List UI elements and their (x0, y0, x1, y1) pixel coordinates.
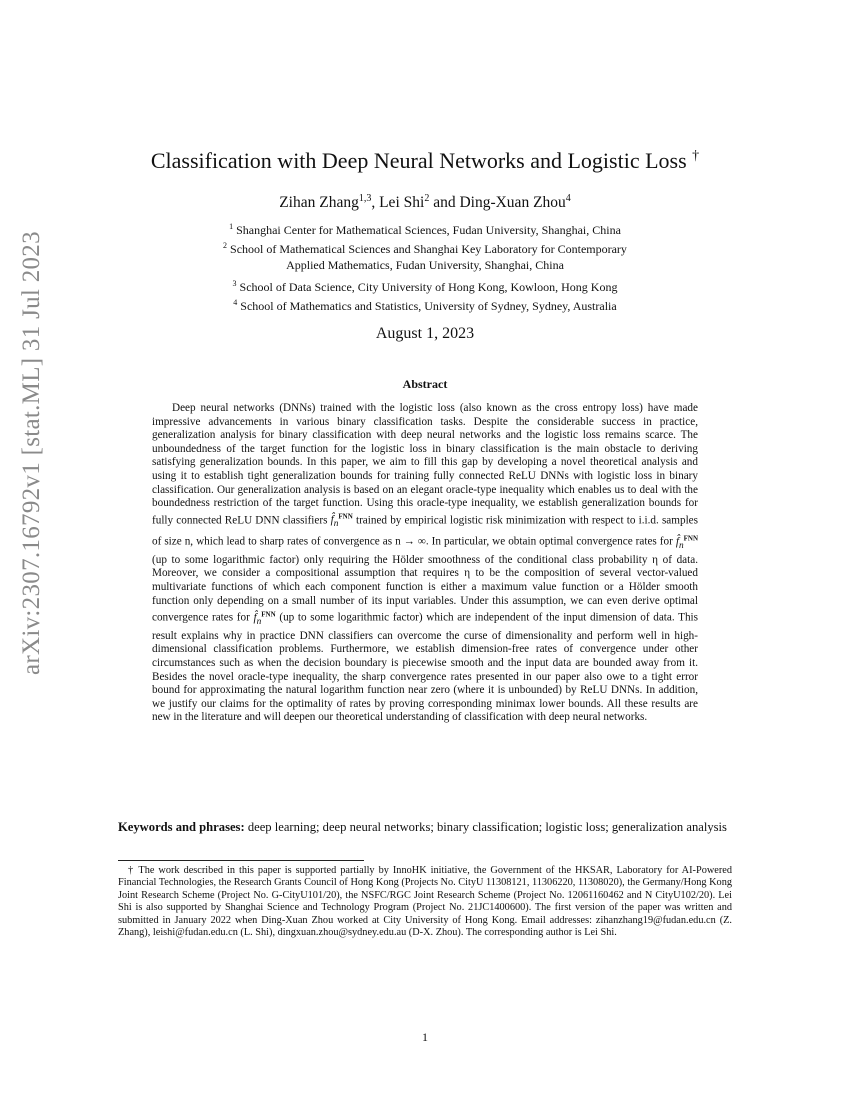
page-number: 1 (422, 1030, 428, 1044)
author-name: Zihan Zhang (279, 194, 359, 212)
affiliation-4 (0, 296, 850, 313)
author-name: Lei Shi (379, 194, 425, 212)
affiliation-3 (0, 277, 850, 294)
affiliation-number: 1 (229, 222, 234, 231)
keywords-label: Keywords and phrases: (118, 820, 245, 834)
author-affiliation-sup: 4 (565, 193, 571, 204)
abstract-body (152, 402, 698, 725)
affiliation-2-continued (0, 258, 850, 272)
abstract-text: Deep neural networks (DNNs) trained with the logistic loss (also known as the cross entropy loss) have made impressive advancements in various binary classification tasks. Despite the considerable success in practice, generalization analysis for binary classification with deep neural networks and the logistic loss remains scarce. The unboundedness of the target function for the logistic loss in binary classification is the main obstacle to deriving satisfying generalization bounds. In this paper, we aim to fill this gap by developing a novel theoretical analysis and using it to establish tight generalization bounds for training fully connected ReLU DNNs with logistic loss in binary classification. Our generalization analysis is based on an elegant oracle-type inequality which enables us to deal with the boundedness restriction of the target function. Using this oracle-type inequality, we establish generalization bounds for fully connected ReLU DNN classifiers (152, 402, 698, 527)
affiliation-text: Applied Mathematics, Fudan University, Shanghai, China (286, 258, 564, 272)
abstract-heading: Abstract (402, 377, 448, 391)
footnote (118, 865, 732, 939)
footnote-text: The work described in this paper is supported partially by InnoHK initiative, the Government of the HKSAR, Laboratory for AI-Powered Financial Technologies, the Research Grants Council of Hong Kong (Projects No. CityU 11308121, 11306220, 11308020), the Germany/Hong Kong Joint Research Scheme (Project No. G-CityU101/20), the NSFC/RGC Joint Research Scheme (Project No. 12061160462 and N CityU102/20). Lei Shi is also supported by Shanghai Science and Technology Program (Project No. 21JC1400600). The first version of the paper was written and submitted in January 2022 when Ding-Xuan Zhou worked at City University of Hong Kong. Email addresses: zihanzhang19@fudan.edu.cn (Z. Zhang), leishi@fudan.edu.cn (L. Shi), dingxuan.zhou@sydney.edu.au (D-X. Zhou). The corresponding author is Lei Shi. (118, 865, 733, 939)
author-affiliation-sup: 2 (424, 193, 430, 204)
keywords (118, 820, 732, 835)
abstract-text: (up to some logarithmic factor) which are independent of the input dimension of data. This result explains why in practice DNN classifiers can overcome the curse of dimensionality and perform well in high-dimensional classification problems. Furthermore, we establish dimension-free rates of convergence under other circumstances such as when the decision boundary is piecewise smooth and the input data are bounded away from it. Besides the novel oracle-type inequality, the sharp convergence rates presented in our paper also owe to a tight error bound for approximating the natural logarithm function near zero (where it is unbounded) by ReLU DNNs. In addition, we justify our claims for the optimality of rates by proving corresponding minimax lower bounds. All these results are new in the literature and will deepen our theoretical understanding of classification with deep neural networks. (152, 611, 699, 724)
affiliation-number: 4 (233, 298, 238, 307)
affiliation-2 (0, 239, 850, 256)
affiliation-text: Shanghai Center for Mathematical Sciences, Fudan University, Shanghai, China (236, 223, 621, 237)
paper-date: August 1, 2023 (375, 325, 475, 342)
affiliation-text: School of Mathematics and Statistics, University of Sydney, Sydney, Australia (240, 299, 617, 313)
footnote-rule (118, 860, 364, 861)
affiliation-text: School of Data Science, City University of Hong Kong, Kowloon, Hong Kong (239, 280, 618, 294)
author-name: Ding-Xuan Zhou (459, 194, 566, 212)
affiliation-1 (0, 220, 850, 237)
affiliation-number: 2 (223, 241, 228, 250)
author-list (0, 193, 850, 212)
paper-title (0, 148, 850, 174)
keywords-text: deep learning; deep neural networks; binary classification; logistic loss; generalization analysis (247, 820, 727, 834)
fnn-estimator-symbol: $f̂_n^{FNN}$ (253, 610, 276, 628)
affiliation-text: School of Mathematical Sciences and Shanghai Key Laboratory for Contemporary (230, 242, 627, 256)
author-separator: and (429, 194, 460, 212)
abstract-text: (up to some logarithmic factor) only requiring the Hölder smoothness of the conditional class probability η of data. Moreover, we consider a compositional assumption that requires η to be the composition of several vector-valued multivariate functions of which each component function is either a maximum value function or a Hölder smooth function only depending on a small number of its input variables. Under this assumption, we can even derive optimal convergence rates for (152, 553, 698, 624)
arxiv-side-stamp: arXiv:2307.16792v1 [stat.ML] 31 Jul 2023 (18, 231, 45, 675)
fnn-estimator-symbol: $f̂_n^{FNN}$ (330, 512, 353, 530)
title-text: Classification with Deep Neural Networks and Logistic Loss (150, 148, 687, 173)
affiliation-number: 3 (232, 279, 237, 288)
title-footnote-mark: † (692, 148, 700, 164)
fnn-estimator-symbol: $f̂_n^{FNN}$ (675, 534, 698, 552)
author-affiliation-sup: 1,3 (358, 193, 372, 204)
abstract-text: trained by empirical logistic risk minimization with respect to i.i.d. samples of size n, which lead to sharp rates of convergence as n → ∞. In particular, we obtain optimal convergence rates for (152, 514, 699, 549)
author-separator: , (371, 194, 380, 212)
footnote-mark: † (128, 865, 135, 876)
